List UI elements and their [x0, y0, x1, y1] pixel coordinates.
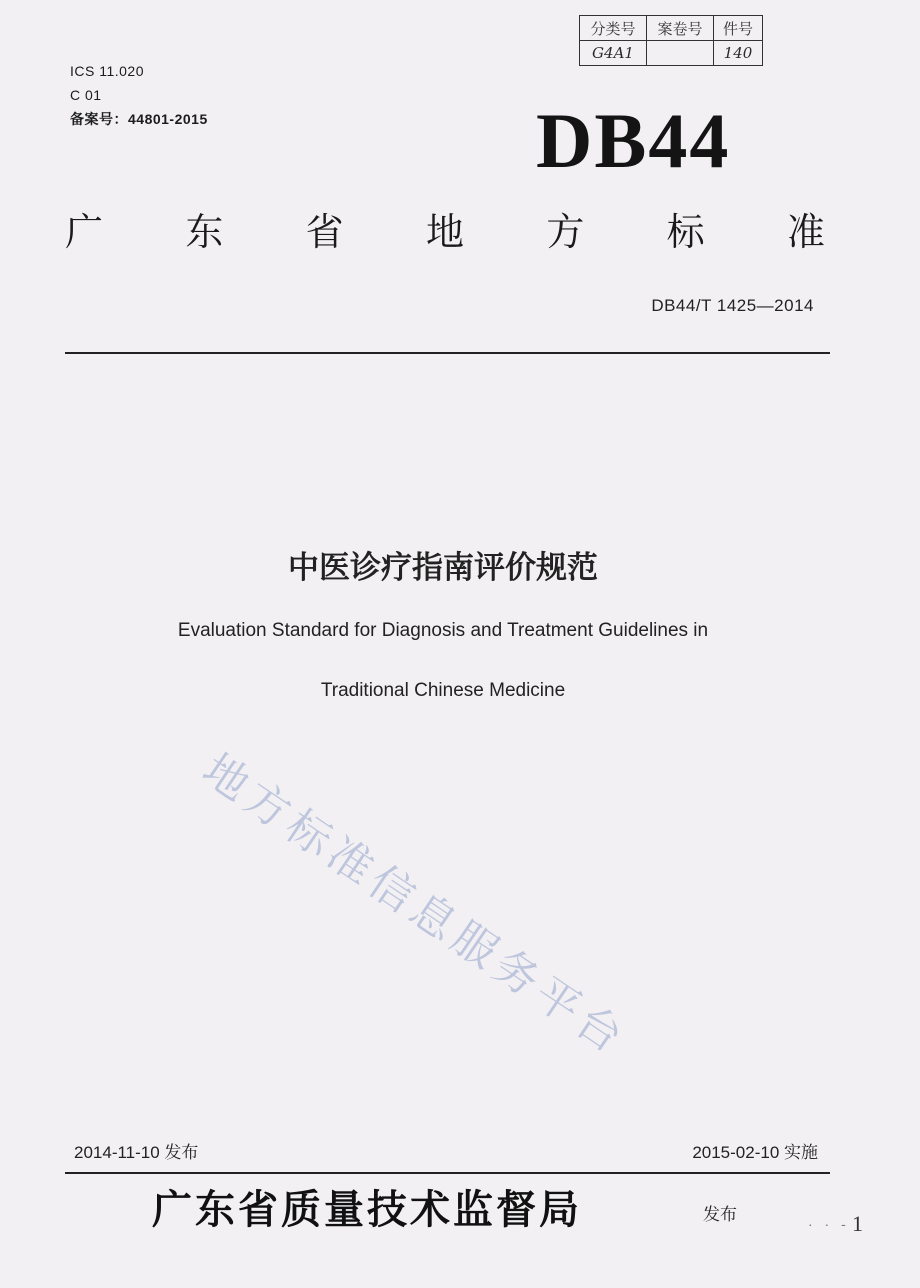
issuing-suffix: 发布 [703, 1205, 737, 1225]
standard-number: DB44/T 1425—2014 [651, 296, 814, 315]
page-number: 1 [852, 1211, 863, 1236]
db44-logo: DB44 [536, 97, 731, 184]
title-char: 方 [546, 210, 585, 254]
watermark: 地方标准信息服务平台 [193, 744, 637, 1066]
classification-table [579, 15, 763, 66]
classification-value-cell: G4A1 [580, 41, 647, 66]
title-char: 地 [425, 210, 464, 254]
title-char: 标 [666, 210, 705, 254]
classification-value-cell [647, 41, 714, 66]
classification-value-row [580, 41, 763, 66]
issuing-authority: 广东省质量技术监督局 [152, 1186, 582, 1233]
title-char: 东 [185, 210, 224, 254]
title-char: 广 [65, 210, 104, 254]
bottom-divider [65, 1172, 830, 1174]
registration-number: 备案号：44801-2015 [70, 111, 208, 127]
classification-value-cell: 140 [714, 41, 763, 66]
classification-header-cell: 件号 [714, 16, 763, 41]
title-char: 准 [786, 210, 825, 254]
classification-header-cell: 分类号 [580, 16, 647, 41]
classification-header-cell: 案卷号 [647, 16, 714, 41]
publish-date: 2014-11-10 发布 [74, 1143, 199, 1162]
standard-type-title [65, 205, 825, 259]
document-title-en-line1: Evaluation Standard for Diagnosis and Treatment Guidelines in [177, 620, 709, 641]
page-dots: · · - [808, 1216, 850, 1232]
top-divider [65, 352, 830, 354]
classification-header-row [580, 16, 763, 41]
title-char: 省 [305, 210, 344, 254]
ics-code: ICS 11.020 [70, 63, 145, 79]
document-title-en-line2: Traditional Chinese Medicine [320, 680, 566, 701]
document-title-cn: 中医诊疗指南评价规范 [288, 550, 598, 586]
ccs-code: C 01 [70, 87, 102, 103]
implement-date: 2015-02-10 实施 [692, 1143, 818, 1162]
